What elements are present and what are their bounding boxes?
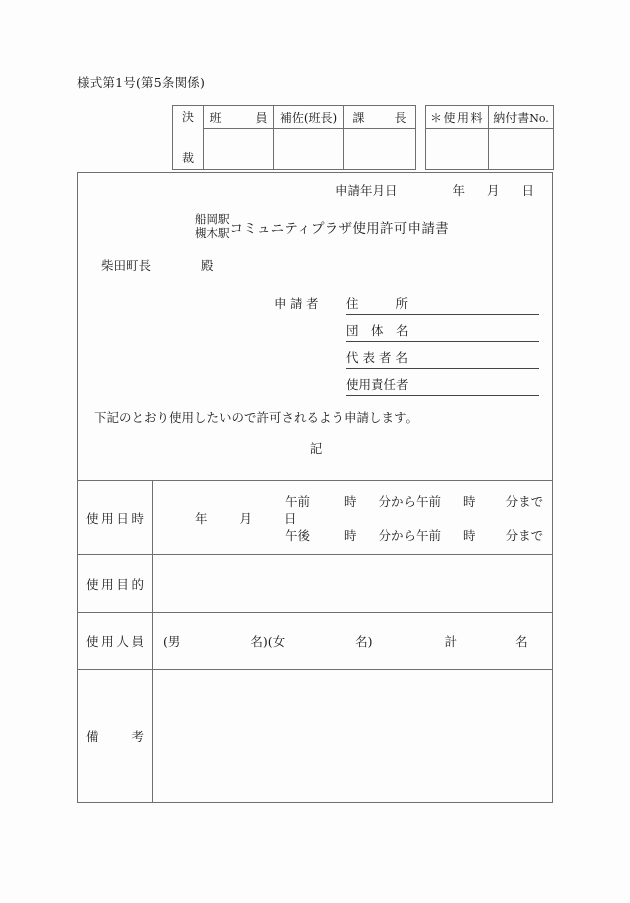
- usage-date-day: 日: [284, 510, 297, 526]
- fee-header-row: [426, 106, 554, 129]
- detail-table: [77, 480, 553, 803]
- table-row-usage-datetime: [78, 481, 553, 555]
- usage-time-line-am: [285, 492, 543, 510]
- decision-char-1: 決: [181, 109, 194, 124]
- application-date-label: 申請年月日: [335, 183, 398, 198]
- people-total-unit: 名: [515, 634, 528, 649]
- approval-body-row: [173, 129, 416, 170]
- table-row-usage-people: [78, 613, 553, 670]
- approval-table: [172, 105, 416, 170]
- label-usage-people: [78, 613, 153, 670]
- application-date-day[interactable]: 日: [521, 183, 535, 198]
- fee-col-header-payment-slip-no: [489, 106, 554, 129]
- people-male-label: (男: [163, 634, 181, 649]
- label-remarks: [78, 670, 153, 803]
- approval-cell-hosa[interactable]: [274, 129, 344, 170]
- usage-time-from-1: 分から午前: [378, 493, 442, 509]
- usage-time-hour2-2: 時: [463, 527, 476, 543]
- fee-cell-payment-slip-no[interactable]: [489, 129, 554, 170]
- approval-col-header-hosa: [274, 106, 344, 129]
- application-statement: 下記のとおり使用したいので許可されるよう申請します。: [94, 410, 419, 425]
- upper-form-area: [78, 173, 552, 480]
- usage-time-to-2: 分まで: [505, 527, 544, 543]
- application-date-year[interactable]: 年: [452, 183, 466, 198]
- usage-date-year: 年: [195, 510, 208, 526]
- station-names: [195, 213, 230, 240]
- applicant-person-in-charge-field[interactable]: [346, 375, 539, 396]
- people-male-unit: 名): [250, 634, 268, 649]
- people-total-label: 計: [444, 634, 458, 649]
- applicant-row-group-name: [274, 315, 539, 342]
- approval-col-header-kacho: [344, 106, 416, 129]
- applicant-row-address: [274, 288, 539, 315]
- fee-col-header-usage-fee: [426, 106, 489, 129]
- addressee-honorific: 殿: [201, 258, 214, 273]
- decision-char-2: 裁: [181, 150, 194, 165]
- usage-time-lines: [285, 492, 543, 544]
- application-date-line: [335, 181, 534, 199]
- label-usage-datetime: [78, 481, 153, 555]
- payment-slip-label: 納付書: [493, 110, 530, 125]
- cell-usage-people[interactable]: [153, 613, 553, 670]
- approval-col-header-han-in: [204, 106, 274, 129]
- applicant-address-label: 住 所: [346, 296, 408, 311]
- label-text: 備 考: [86, 729, 144, 744]
- applicant-tag: 申請者: [274, 296, 323, 311]
- applicant-group-name-field[interactable]: [346, 321, 539, 342]
- fee-label: ＊使用料: [429, 110, 484, 125]
- people-female-unit: 名): [355, 634, 373, 649]
- document-title-main: コミュニティプラザ使用許可申請書: [229, 220, 449, 237]
- approval-cell-han-in[interactable]: [204, 129, 274, 170]
- usage-date-month: 月: [239, 510, 253, 526]
- addressee-line: [101, 256, 214, 274]
- approval-cell-kacho[interactable]: [344, 129, 416, 170]
- applicant-block: [274, 288, 539, 396]
- approval-col-label: 班 員: [209, 110, 268, 125]
- usage-time-period-2: 午後: [285, 527, 311, 543]
- application-date-month[interactable]: 月: [487, 183, 500, 198]
- usage-time-period-1: 午前: [285, 493, 311, 509]
- document-title: [195, 213, 449, 240]
- fee-body-row: [426, 129, 554, 170]
- usage-time-to-1: 分まで: [505, 493, 544, 509]
- ki-mark: 記: [309, 441, 323, 456]
- applicant-group-name-label: 団 体 名: [346, 323, 409, 338]
- fee-table: [425, 105, 554, 170]
- applicant-representative-field[interactable]: [346, 348, 539, 369]
- station-name-tsuigi: 槻木駅: [195, 225, 230, 240]
- table-row-remarks: [78, 670, 553, 803]
- usage-time-hour-1: 時: [344, 493, 357, 509]
- applicant-address-field[interactable]: [346, 294, 539, 315]
- applicant-person-in-charge-label: 使用責任者: [346, 377, 409, 392]
- approval-col-label: 補佐(班長): [279, 110, 338, 125]
- applicant-row-person-in-charge: [274, 369, 539, 396]
- usage-date-group: [163, 509, 297, 527]
- people-female-label: (女: [267, 634, 286, 649]
- usage-datetime-content: [153, 492, 552, 544]
- label-text: 使用人員: [86, 634, 144, 649]
- label-text: 使用日時: [86, 510, 144, 526]
- label-text: 使用目的: [86, 576, 144, 592]
- applicant-row-representative: [274, 342, 539, 369]
- decision-label-cell: [173, 106, 204, 170]
- cell-usage-purpose[interactable]: [153, 555, 553, 613]
- table-row-usage-purpose: [78, 555, 553, 613]
- cell-usage-datetime[interactable]: [153, 481, 553, 555]
- approval-header-row: [173, 106, 416, 129]
- form-number: 様式第1号(第5条関係): [77, 75, 206, 90]
- applicant-representative-label: 代表者名: [346, 350, 408, 365]
- usage-people-content: [153, 632, 552, 650]
- usage-time-hour-2: 時: [344, 527, 357, 543]
- payment-slip-no-latin: No.: [529, 111, 549, 125]
- approval-col-label: 課 長: [352, 110, 407, 125]
- usage-time-from-2: 分から午前: [378, 527, 442, 543]
- cell-remarks[interactable]: [153, 670, 553, 803]
- addressee-name: 柴田町長: [101, 258, 152, 273]
- station-name-funaoka: 船岡駅: [195, 212, 230, 226]
- fee-cell-usage-fee[interactable]: [426, 129, 489, 170]
- usage-time-line-pm: [285, 526, 543, 544]
- label-usage-purpose: [78, 555, 153, 613]
- usage-time-hour2-1: 時: [463, 493, 476, 509]
- main-form-box: [77, 172, 553, 803]
